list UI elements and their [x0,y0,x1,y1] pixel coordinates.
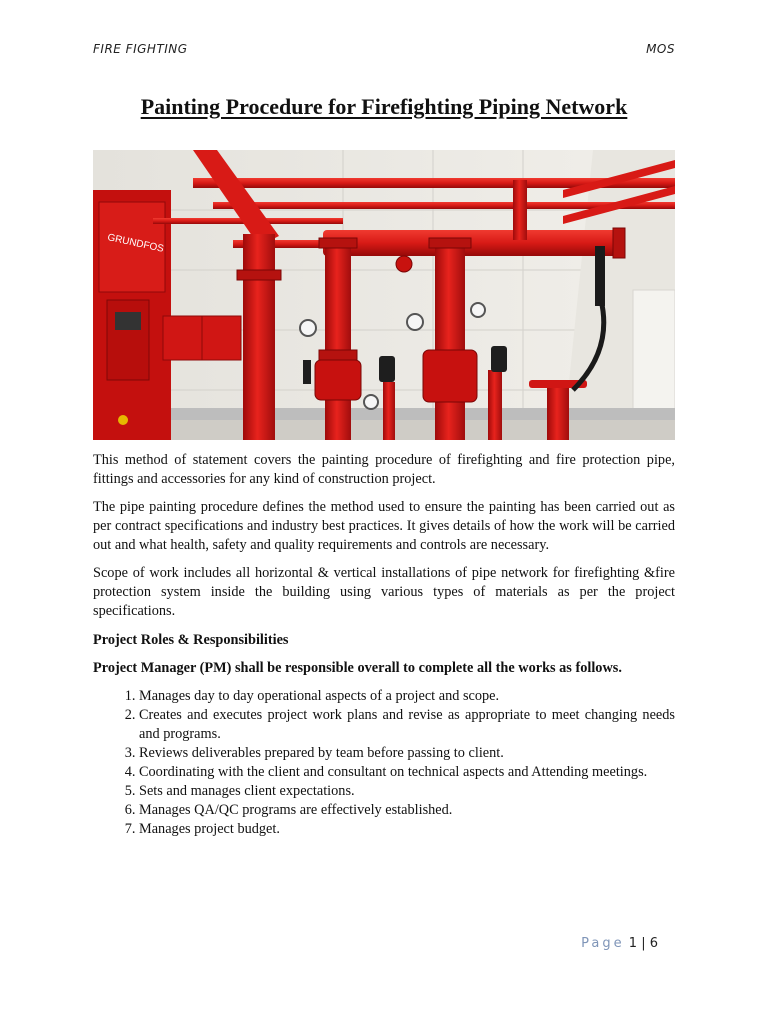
page-current: 1 [628,936,638,951]
intro-paragraph-2: The pipe painting procedure defines the method used to ensure the painting has been carried out as per contract specifications and industry best practices. It gives details of how the work will be carried out and what health, safety and quality requirements and controls are necessary. [93,499,675,553]
list-item: 1. Manages day to day operational aspects of a project and scope. [139,687,675,706]
page-header [93,42,675,56]
page-total: 6 [649,936,658,951]
document-title: Painting Procedure for Firefighting Piping Network [140,94,628,119]
list-item: 5. Sets and manages client expectations. [139,782,675,801]
header-right: MOS [646,42,675,56]
document-body [93,451,675,839]
list-item: 2. Creates and executes project work plans and revise as appropriate to meet changing needs and programs. [139,706,675,744]
section-heading: Project Roles & Responsibilities [93,632,289,648]
header-left: FIRE FIGHTING [93,42,188,56]
pump-room-illustration [93,150,675,440]
intro-paragraph-3: Scope of work includes all horizontal & vertical installations of pipe network for firefighting &fire protection system inside the building using various types of materials as per the project specifications. [93,565,675,619]
list-item: 6. Manages QA/QC programs are effectively established. [139,801,675,820]
lead-paragraph: Project Manager (PM) shall be responsible overall to complete all the works as follows. [93,660,622,676]
page-number [581,936,658,951]
intro-paragraph-1: This method of statement covers the painting procedure of firefighting and fire protection pipe, fittings and accessories for any kind of construction project. [93,452,675,487]
firefighting-pump-room-photo [93,150,675,440]
list-item: 4. Coordinating with the client and consultant on technical aspects and Attending meetings. [139,763,675,782]
pump-brand-text: GRUNDFOS [106,232,165,255]
list-item: 7. Manages project budget. [139,820,675,839]
responsibilities-list [93,687,675,839]
page-separator: | [641,936,646,951]
list-item: 3. Reviews deliverables prepared by team before passing to client. [139,744,675,763]
page-label: Page [581,936,625,951]
